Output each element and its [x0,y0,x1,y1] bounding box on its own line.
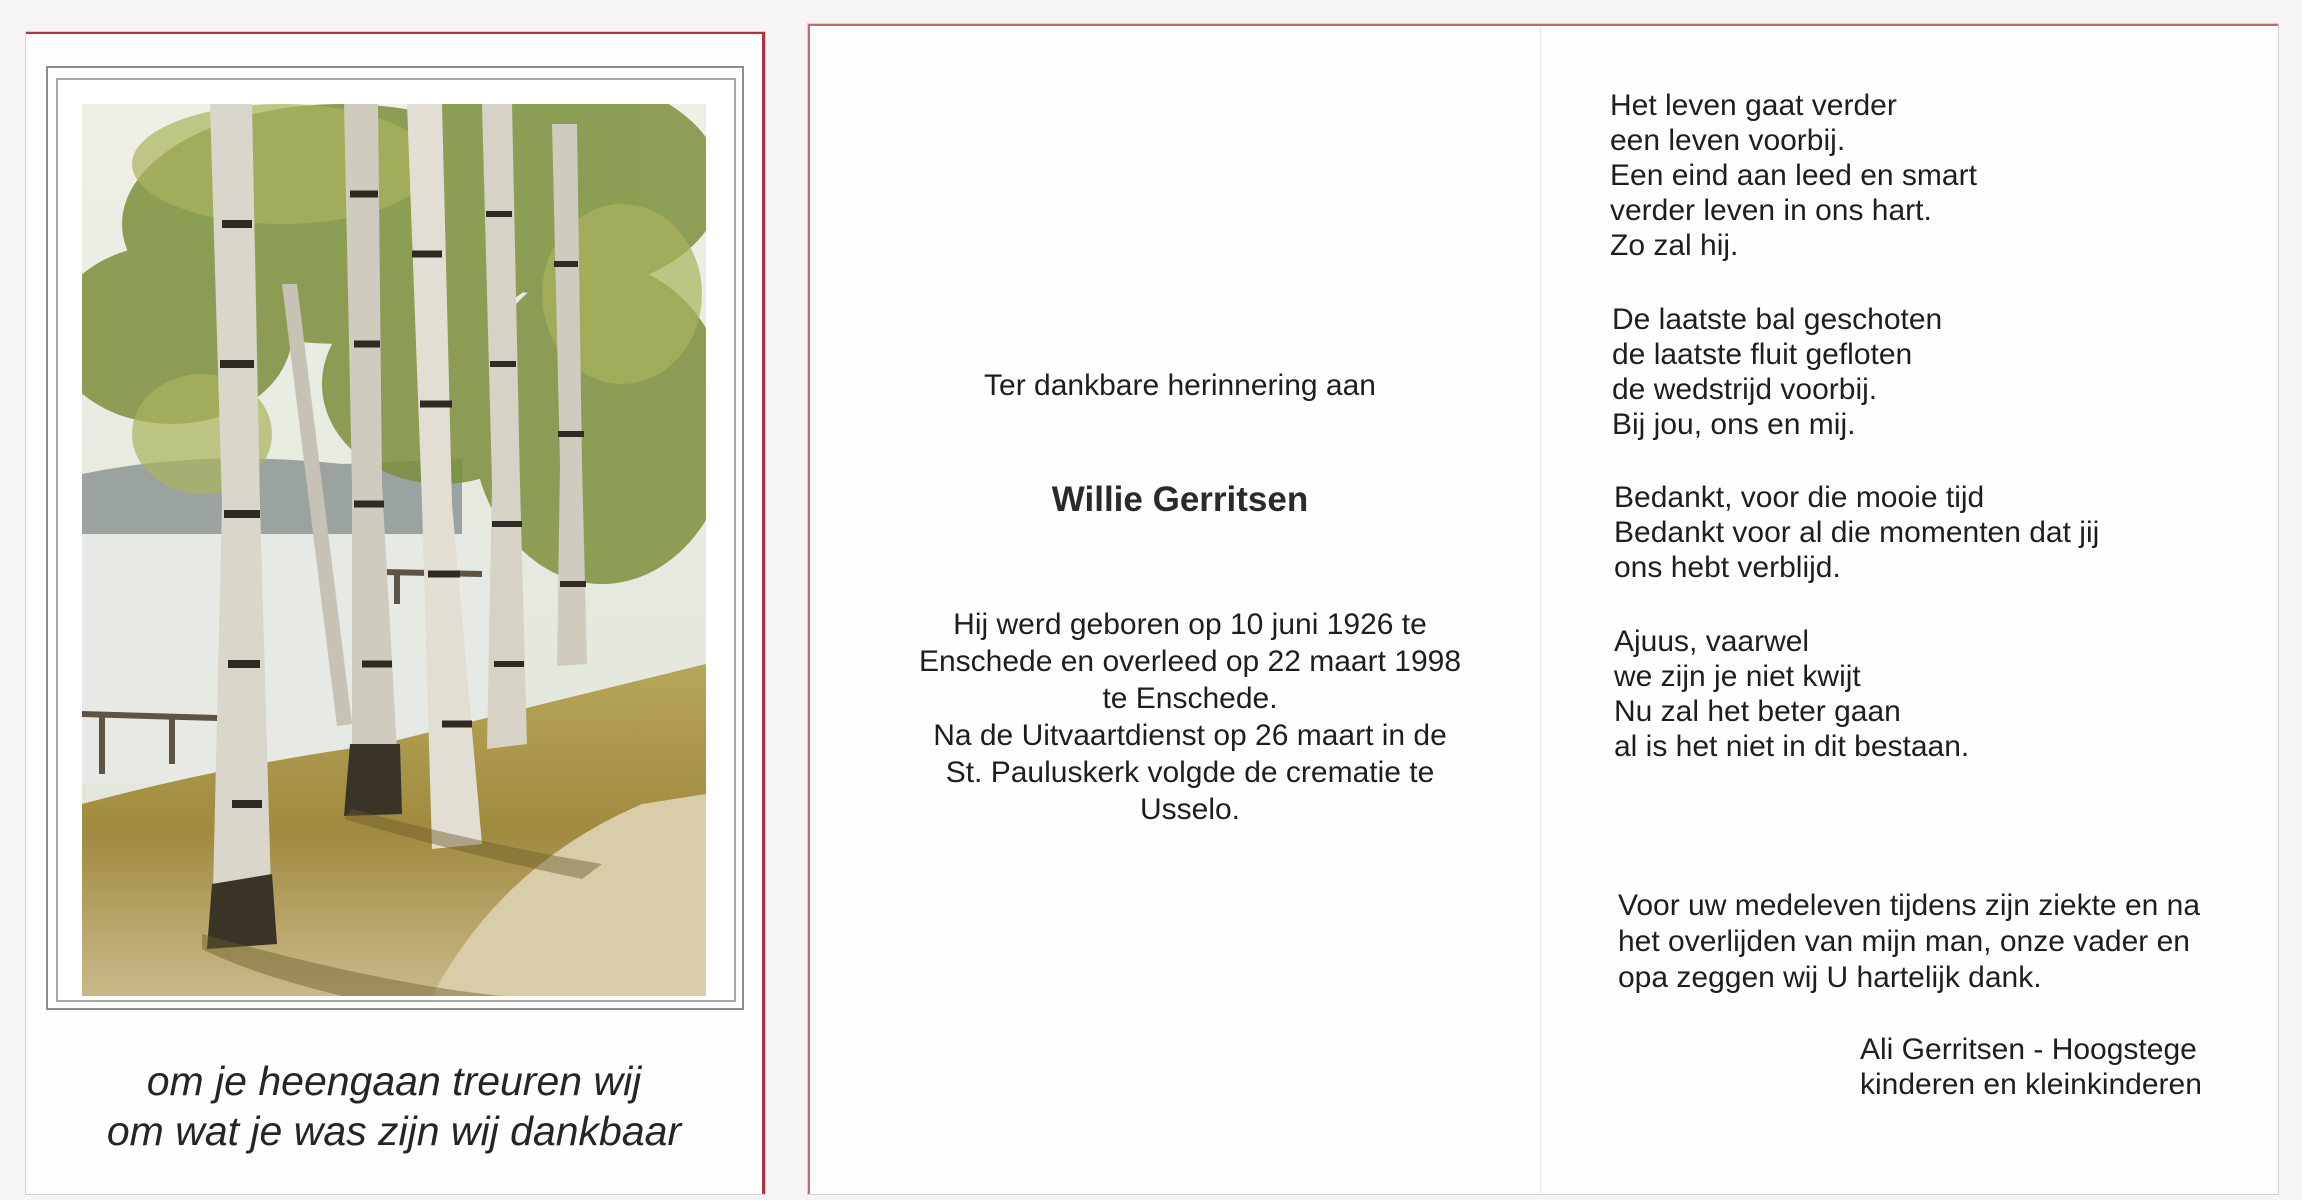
poem-line: we zijn je niet kwijt [1614,660,1861,693]
poem-line: Bij jou, ons en mij. [1612,408,1856,441]
verse-line-2: om wat je was zijn wij dankbaar [106,1108,682,1154]
poem-line: ons hebt verblijd. [1614,551,1841,584]
poem-line: al is het niet in dit bestaan. [1614,730,1970,763]
closing-verse [26,1056,762,1156]
thanks-line-3: opa zeggen wij U hartelijk dank. [1618,961,2042,994]
poem-line: de laatste fluit gefloten [1612,338,1913,371]
poem-line: Nu zal het beter gaan [1614,695,1901,728]
thanks-line-2: het overlijden van mijn man, onze vader en [1618,925,2190,958]
deceased-name: Willie Gerritsen [1051,480,1309,519]
poem-line: Ajuus, vaarwel [1614,625,1810,658]
bio-line-2: Enschede en overleed op 22 maart 1998 [918,645,1462,678]
poem-stanza-4 [1614,624,1969,764]
poem-stanza-2 [1612,302,1942,442]
thanks-line-1: Voor uw medeleven tijdens zijn ziekte en na [1618,889,2201,922]
poem-line: verder leven in ons hart. [1610,194,1932,227]
poem-line: Bedankt voor al die momenten dat jij [1614,516,2100,549]
verse-line-1: om je heengaan treuren wij [146,1058,642,1104]
bio-line-1: Hij werd geboren op 10 juni 1926 te [953,608,1427,641]
poem-line: Bedankt, voor die mooie tijd [1614,481,1985,514]
intro-line: Ter dankbare herinnering aan [984,369,1376,402]
poem-line: een leven voorbij. [1610,124,1846,157]
poem-line: Het leven gaat verder [1610,89,1897,122]
signature-line-2: kinderen en kleinkinderen [1860,1068,2202,1101]
poem-stanza-1 [1610,88,1977,263]
family-signature [1860,1032,2202,1102]
thanks-message [1618,888,2200,996]
poem-line: Zo zal hij. [1610,229,1739,262]
poem-line: Een eind aan leed en smart [1610,159,1977,192]
bio-line-5: St. Pauluskerk volgde de crematie te [945,756,1435,789]
signature-line-1: Ali Gerritsen - Hoogstege [1860,1033,2197,1066]
memorial-card-inside [808,24,2278,1194]
bio-line-6: Usselo. [1139,793,1241,826]
poem-line: de wedstrijd voorbij. [1612,373,1878,406]
biography [810,606,1570,828]
poem-stanza-3 [1614,480,2099,585]
memorial-card-front [26,32,765,1194]
birch-lake-photo [82,104,706,996]
poem-line: De laatste bal geschoten [1612,303,1943,336]
bio-line-4: Na de Uitvaartdienst op 26 maart in de [933,719,1447,752]
bio-line-3: te Enschede. [1102,682,1278,715]
